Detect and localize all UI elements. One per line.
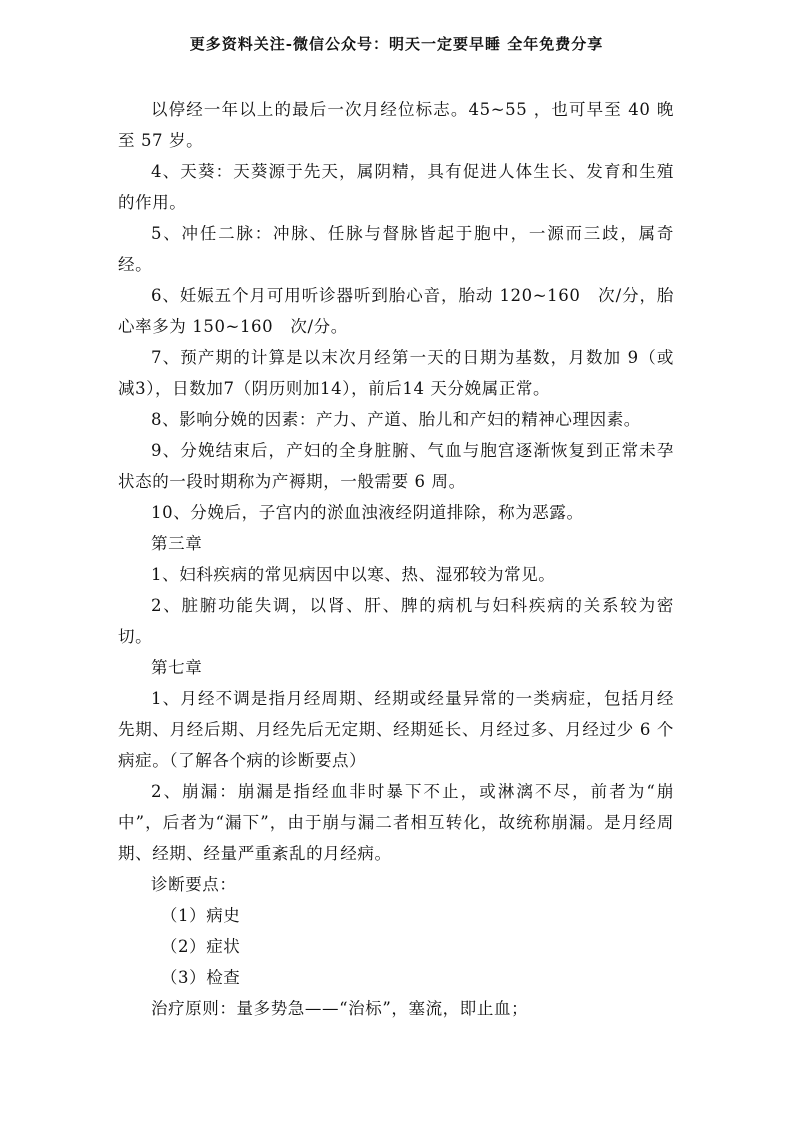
paragraph: 4、天葵：天葵源于先天，属阴精，具有促进人体生长、发育和生殖的作用。 [118,162,674,212]
paragraph: 2、崩漏：崩漏是指经血非时暴下不止，或淋漓不尽，前者为“崩中”，后者为“漏下”，由于崩与漏二者相互转化，故统称崩漏。是月经周期、经期、经量严重紊乱的月经病。 [118,782,674,863]
chapter-heading: 第七章 [151,658,203,677]
paragraph: 2、脏腑功能失调，以肾、肝、脾的病机与妇科疾病的关系较为密切。 [118,596,674,646]
page-header: 更多资料关注-微信公众号：明天一定要早睡 全年免费分享 [189,35,604,53]
list-item: （3）检查 [160,968,241,987]
subheading: 诊断要点： [151,875,237,894]
paragraph: 10、分娩后，子宫内的淤血浊液经阴道排除，称为恶露。 [151,503,584,522]
paragraph: 9、分娩结束后，产妇的全身脏腑、气血与胞宫逐渐恢复到正常未孕状态的一段时期称为产褥期，一般需要 6 周。 [118,441,674,491]
paragraph: 5、冲任二脉：冲脉、任脉与督脉皆起于胞中，一源而三歧，属奇经。 [118,224,674,274]
paragraph: 7、预产期的计算是以末次月经第一天的日期为基数，月数加 9（或减3），日数加7（阴历则加14），前后14 天分娩属正常。 [118,348,674,398]
list-item: （2）症状 [160,937,241,956]
paragraph: 以停经一年以上的最后一次月经位标志。45~55 ，也可早至 40 晚至 57 岁。 [118,100,674,150]
paragraph: 1、月经不调是指月经周期、经期或经量异常的一类病症，包括月经先期、月经后期、月经先后无定期、经期延长、月经过多、月经过少 6 个病症。（了解各个病的诊断要点） [118,689,674,770]
list-item: （1）病史 [160,906,241,925]
paragraph: 治疗原则：量多势急——“治标”，塞流，即止血； [151,999,529,1018]
paragraph: 8、影响分娩的因素：产力、产道、胎儿和产妇的精神心理因素。 [151,410,641,429]
paragraph: 1、妇科疾病的常见病因中以寒、热、湿邪较为常见。 [151,565,556,584]
chapter-heading: 第三章 [151,534,203,553]
document-body [118,94,674,1024]
paragraph: 6、妊娠五个月可用听诊器听到胎心音，胎动 120~160 次/分，胎心率多为 150~160 次/分。 [118,286,674,336]
